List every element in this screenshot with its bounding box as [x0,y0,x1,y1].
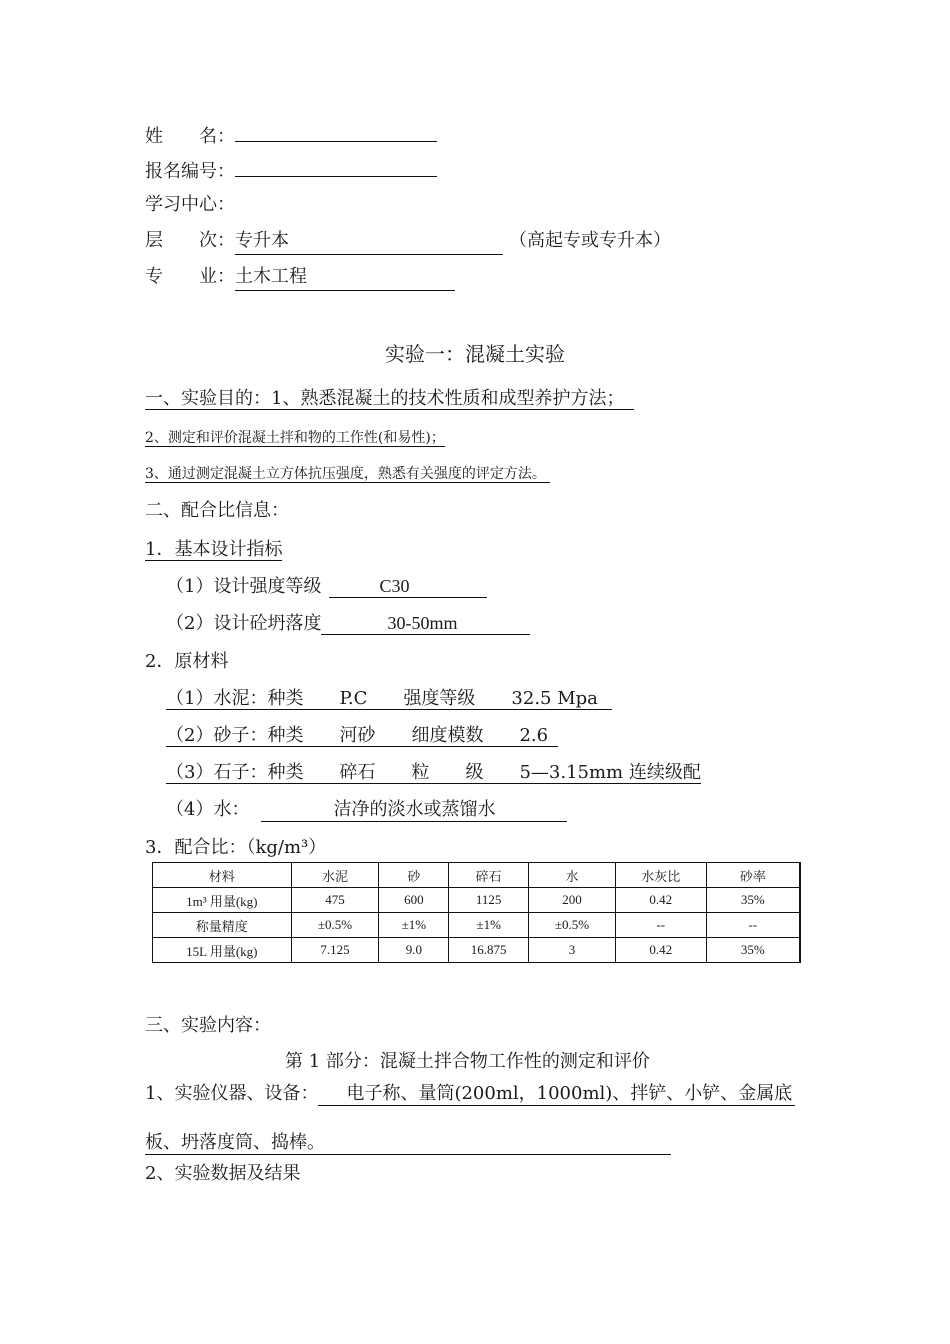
strength-row [166,572,487,598]
table-cell: ±0.5% [291,913,379,938]
table-header-row [153,863,801,888]
stone-text: （3）石子：种类 碎石 粒 级 5—3.15mm 连续级配 [166,762,701,783]
table-cell: 1125 [449,888,529,913]
registration-row [145,156,437,182]
table-cell: ±0.5% [529,913,616,938]
sand-text: （2）砂子：种类 河砂 细度模数 2.6 [166,725,558,747]
name-field[interactable] [235,121,437,142]
strength-field[interactable] [329,576,487,598]
slump-value: 30-50mm [387,613,458,633]
table-header-cell: 砂率 [706,863,800,888]
center-row [145,192,235,218]
table-header-cell: 材料 [153,863,292,888]
slump-row [166,609,530,635]
basic-design-heading: 1．基本设计指标 [145,539,283,560]
table-row [153,888,801,913]
strength-label: （1）设计强度等级 [166,576,322,597]
water-label: （4）水： [166,799,250,820]
mix-info-heading: 二、配合比信息： [145,500,289,521]
table-cell: 35% [706,888,800,913]
level-field[interactable] [235,228,503,255]
cement-text: （1）水泥：种类 P.C 强度等级 32.5 Mpa [166,688,612,710]
table-cell: -- [706,913,800,938]
major-row [145,264,455,290]
major-value: 土木工程 [235,266,307,287]
name-row [145,121,437,147]
ratio-heading: 3．配合比：（kg/m³） [145,837,327,858]
level-value: 专升本 [235,230,289,251]
materials-heading: 2．原材料 [145,651,229,672]
content-heading: 三、实验内容： [145,1015,271,1036]
water-field[interactable] [261,795,567,822]
stone-row [166,758,701,784]
table-cell: 称量精度 [153,913,292,938]
table-row [153,938,801,963]
table-cell: 15L 用量(kg) [153,938,292,963]
table-cell: 35% [706,938,800,963]
table-cell: -- [615,913,706,938]
table-cell: 200 [529,888,616,913]
purpose-line-2: 2、测定和评价混凝土拌和物的工作性(和易性)； [145,430,445,446]
table-cell: 600 [379,888,449,913]
sand-row [166,721,558,747]
table-header-cell: 碎石 [449,863,529,888]
center-label: 学习中心： [145,194,235,215]
registration-label: 报名编号： [145,161,235,182]
equipment-value: 电子称、量筒(200ml，1000ml)、拌铲、小铲、金属底 [346,1083,793,1104]
major-field[interactable] [235,264,455,291]
table-cell: 3 [529,938,616,963]
equipment-row [145,1079,795,1106]
purpose-line-3: 3、通过测定混凝土立方体抗压强度，熟悉有关强度的评定方法。 [145,463,550,483]
purpose-line-1: 一、实验目的：1、熟悉混凝土的技术性质和成型养护方法； [145,384,634,410]
table-cell: ±1% [449,913,529,938]
table-header-cell: 水 [529,863,616,888]
table-header-cell: 水泥 [291,863,379,888]
table-cell: 16.875 [449,938,529,963]
table-cell: 9.0 [379,938,449,963]
table-row [153,913,801,938]
cement-row [166,684,612,710]
equipment-label: 1、实验仪器、设备： [145,1083,319,1104]
mix-ratio-table [152,862,801,963]
level-note: （高起专或专升本） [509,230,671,251]
slump-label: （2）设计砼坍落度 [166,613,322,634]
level-label: 层 次： [145,230,235,251]
table-cell: ±1% [379,913,449,938]
table-cell: 475 [291,888,379,913]
registration-field[interactable] [235,156,437,177]
table-cell: 0.42 [615,938,706,963]
name-label: 姓 名： [145,126,235,147]
equipment-field[interactable] [318,1079,795,1106]
part1-title: 第 1 部分：混凝土拌合物工作性的测定和评价 [285,1051,650,1072]
level-row [145,228,671,254]
table-cell: 7.125 [291,938,379,963]
table-header-cell: 砂 [379,863,449,888]
table-cell: 0.42 [615,888,706,913]
water-value: 洁净的淡水或蒸馏水 [333,799,496,820]
water-row [166,795,567,822]
table-header-cell: 水灰比 [615,863,706,888]
strength-value: C30 [379,576,410,596]
experiment-title: 实验一：混凝土实验 [385,342,565,366]
table-cell: 1m³ 用量(kg) [153,888,292,913]
equipment-continued: 板、坍落度筒、捣棒。 [145,1128,671,1155]
data-results-heading: 2、实验数据及结果 [145,1163,301,1184]
major-label: 专 业： [145,266,235,287]
slump-field[interactable] [321,613,530,635]
